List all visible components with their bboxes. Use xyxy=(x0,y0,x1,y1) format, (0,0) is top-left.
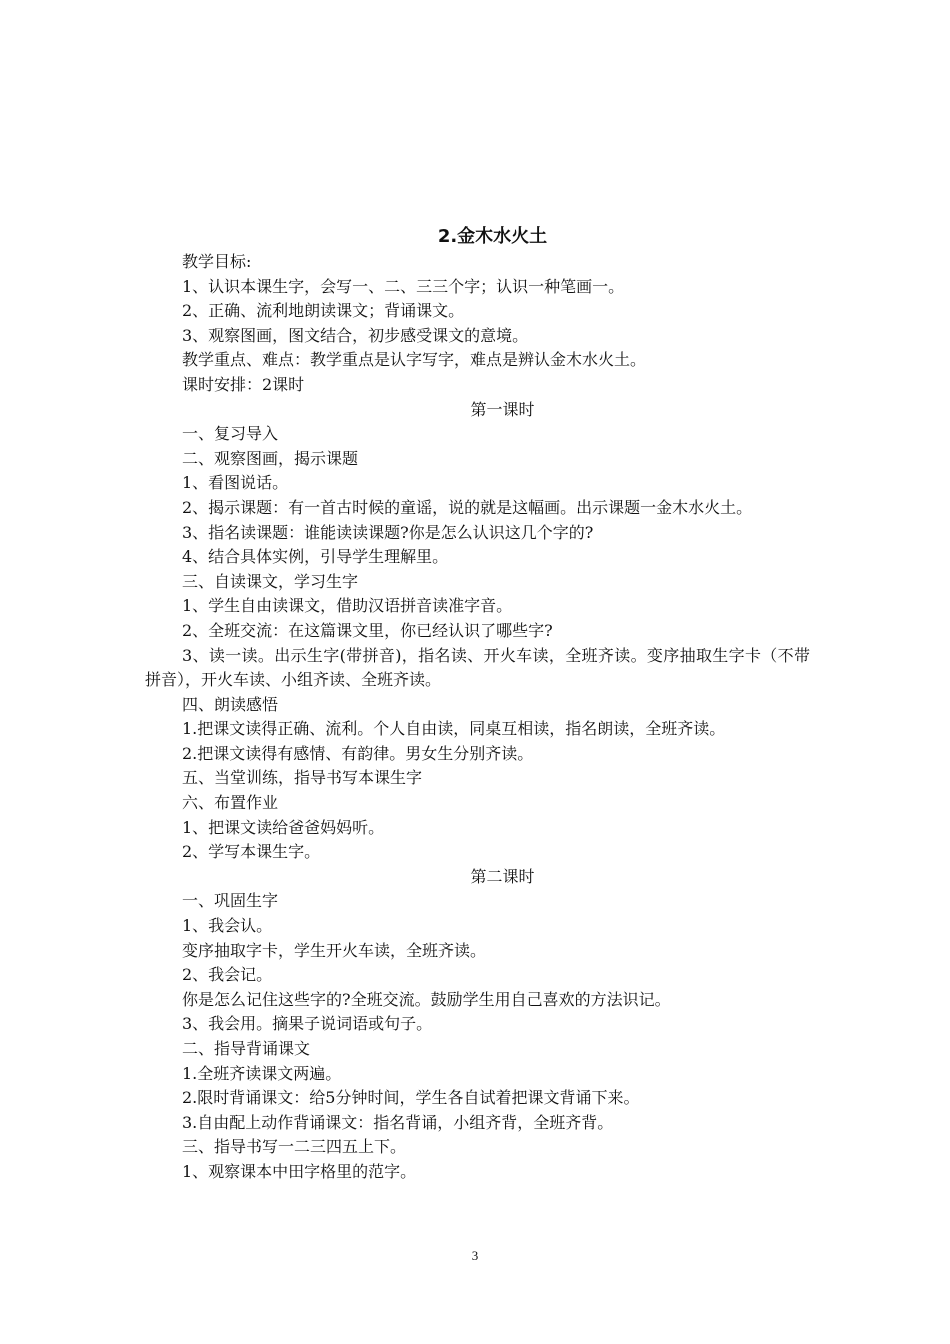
text-line: 1、观察课本中田字格里的范字。 xyxy=(182,1161,417,1181)
text-line: 一、巩固生字 xyxy=(182,891,279,911)
document-body xyxy=(145,224,810,1185)
text-line: 二、观察图画，揭示课题 xyxy=(182,448,359,468)
text-line: 1、我会认。 xyxy=(182,916,273,936)
text-line: 变序抽取字卡，学生开火车读，全班齐读。 xyxy=(182,940,487,960)
text-line: 2、揭示课题：有一首古时候的童谣，说的就是这幅画。出示课题一金木水火土。 xyxy=(182,497,753,517)
text-line: 2、学写本课生字。 xyxy=(182,842,321,862)
text-line: 2、正确、流利地朗读课文；背诵课文。 xyxy=(182,301,465,321)
text-line: 1、看图说话。 xyxy=(182,473,289,493)
page-number: 3 xyxy=(471,1248,479,1263)
text-line: 1、把课文读给爸爸妈妈听。 xyxy=(182,817,385,837)
text-line: 3、我会用。摘果子说词语或句子。 xyxy=(182,1014,433,1034)
text-line: 1、认识本课生字，会写一、二、三三个字；认识一种笔画一。 xyxy=(182,276,625,296)
text-line: 你是怎么记住这些字的?全班交流。鼓励学生用自己喜欢的方法识记。 xyxy=(182,989,671,1009)
text-line: 3.自由配上动作背诵课文：指名背诵，小组齐背，全班齐背。 xyxy=(182,1112,614,1132)
text-line: 1.全班齐读课文两遍。 xyxy=(182,1063,342,1083)
text-line: 1、学生自由读课文，借助汉语拼音读准字音。 xyxy=(182,596,513,616)
text-line: 4、结合具体实例，引导学生理解里。 xyxy=(182,547,449,567)
lesson-text xyxy=(145,250,810,1185)
text-line: 五、当堂训练，指导书写本课生字 xyxy=(182,768,423,788)
text-line: 3、读一读。出示生字(带拼音)，指名读、开火车读，全班齐读。变序抽取生字卡（不带拼音），开火车读、小组齐读、全班齐读。 xyxy=(145,645,810,690)
text-line: 2.限时背诵课文：给5分钟时间，学生各自试着把课文背诵下来。 xyxy=(182,1088,640,1108)
text-line: 六、布置作业 xyxy=(182,793,279,813)
lesson-title: 2.金木水火土 xyxy=(437,226,548,247)
text-line: 三、自读课文，学习生字 xyxy=(182,571,359,591)
text-line: 教学目标: xyxy=(182,252,252,271)
text-line: 1.把课文读得正确、流利。个人自由读，同桌互相读，指名朗读，全班齐读。 xyxy=(182,719,726,739)
text-line: 2.把课文读得有感情、有韵律。男女生分别齐读。 xyxy=(182,743,534,763)
section-heading: 第二课时 xyxy=(470,866,535,886)
text-line: 四、朗读感悟 xyxy=(182,694,279,714)
text-line: 三、指导书写一二三四五上下。 xyxy=(182,1137,407,1157)
text-line: 3、观察图画，图文结合，初步感受课文的意境。 xyxy=(182,325,529,345)
text-line: 3、指名读课题：谁能读读课题?你是怎么认识这几个字的? xyxy=(182,522,594,542)
text-line: 课时安排：2课时 xyxy=(182,374,305,394)
text-line: 一、复习导入 xyxy=(182,424,279,444)
section-heading: 第一课时 xyxy=(470,399,535,419)
text-line: 2、我会记。 xyxy=(182,965,273,985)
text-line: 教学重点、难点：教学重点是认字写字，难点是辨认金木水火土。 xyxy=(182,350,647,370)
text-line: 二、指导背诵课文 xyxy=(182,1039,311,1058)
text-line: 2、全班交流：在这篇课文里，你已经认识了哪些字? xyxy=(182,620,553,640)
